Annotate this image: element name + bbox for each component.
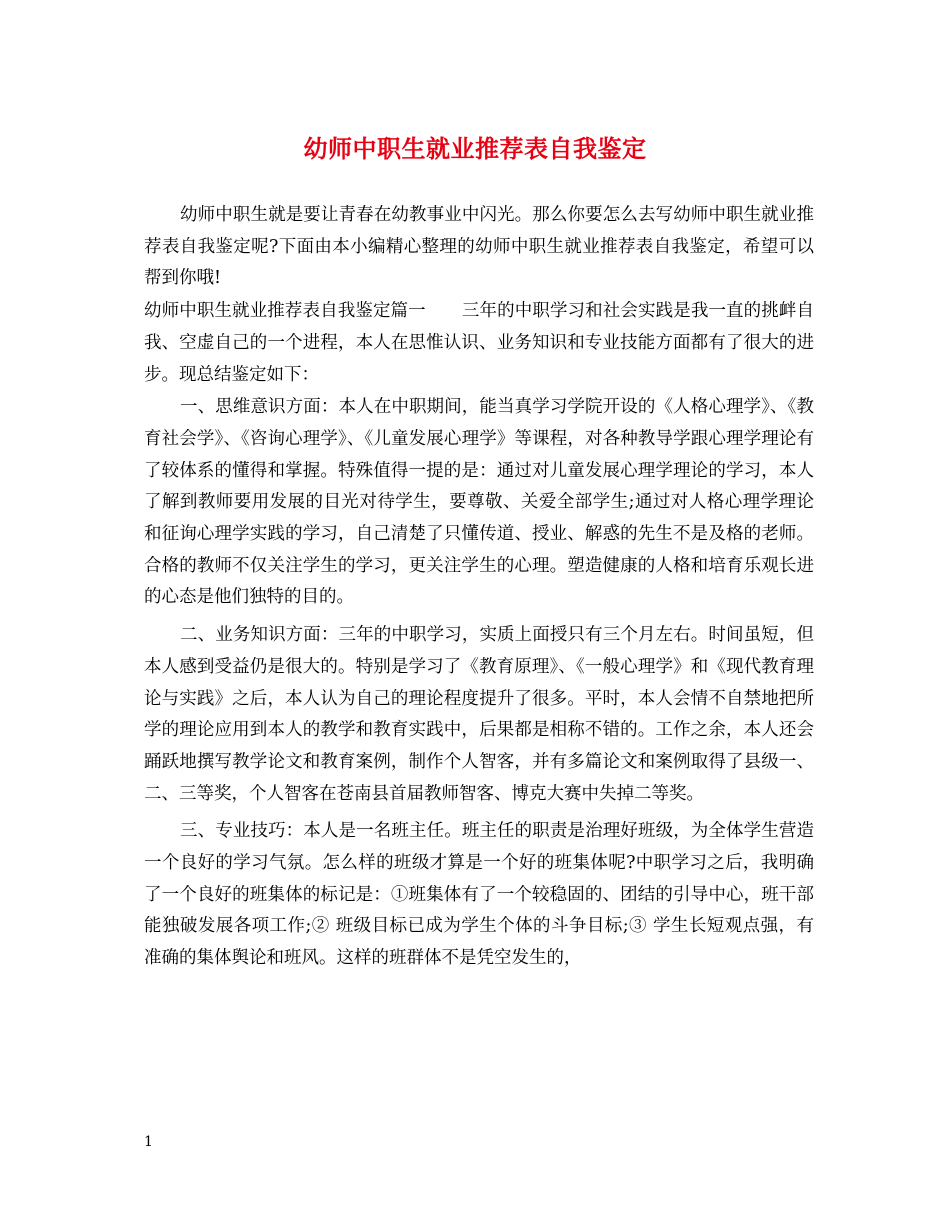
document-body <box>144 200 814 976</box>
paragraph-thinking: 一、思维意识方面：本人在中职期间，能当真学习学院开设的《人格心理学》、《教育社会学》、《咨询心理学》、《儿童发展心理学》等课程，对各种教导学跟心理学理论有了较体系的懂得和掌握。特殊值得一提的是：通过对儿童发展心理学理论的学习，本人了解到教师要用发展的目光对待学生，要尊敬、关爱全部学生;通过对人格心理学理论和征询心理学实践的学习，自己清楚了只懂传道、授业、解惑的先生不是及格的老师。合格的教师不仅关注学生的学习，更关注学生的心理。塑造健康的人格和培育乐观长进的心态是他们独特的目的。 <box>144 397 814 608</box>
section-paragraph <box>144 296 814 391</box>
document-title: 幼师中职生就业推荐表自我鉴定 <box>303 134 647 163</box>
section-heading: 幼师中职生就业推荐表自我鉴定篇一 <box>144 301 426 322</box>
page-number: 1 <box>144 1134 153 1150</box>
paragraph-skills: 三、专业技巧：本人是一名班主任。班主任的职责是治理好班级，为全体学生营造一个良好的学习气氛。怎么样的班级才算是一个好的班集体呢?中职学习之后，我明确了一个良好的班集体的标记是：①班集体有了一个较稳固的、团结的引导中心，班干部能独破发展各项工作;② 班级目标已成为学生个体的斗争目标;③ 学生长短观点强，有准确的集体舆论和班风。这样的班群体不是凭空发生的， <box>144 821 814 969</box>
paragraph-knowledge: 二、业务知识方面：三年的中职学习，实质上面授只有三个月左右。时间虽短，但本人感到受益仍是很大的。特别是学习了《教育原理》、《一般心理学》和《现代教育理论与实践》之后，本人认为自己的理论程度提升了很多。平时，本人会情不自禁地把所学的理论应用到本人的教学和教育实践中，后果都是相称不错的。工作之余，本人还会踊跃地撰写教学论文和教育案例，制作个人智客，并有多篇论文和案例取得了县级一、二、三等奖，个人智客在苍南县首届教师智客、博克大赛中失掉二等奖。 <box>144 625 814 804</box>
section-first-text: 三年的中职学习和社会实践是我一直的挑衅自我、空虚自己的一个进程，本人在思惟认识、业务知识和专业技能方面都有了很大的进步。现总结鉴定如下： <box>144 301 815 385</box>
intro-paragraph: 幼师中职生就是要让青春在幼教事业中闪光。那么你要怎么去写幼师中职生就业推荐表自我鉴定呢?下面由本小编精心整理的幼师中职生就业推荐表自我鉴定，希望可以帮到你哦! <box>144 205 814 289</box>
